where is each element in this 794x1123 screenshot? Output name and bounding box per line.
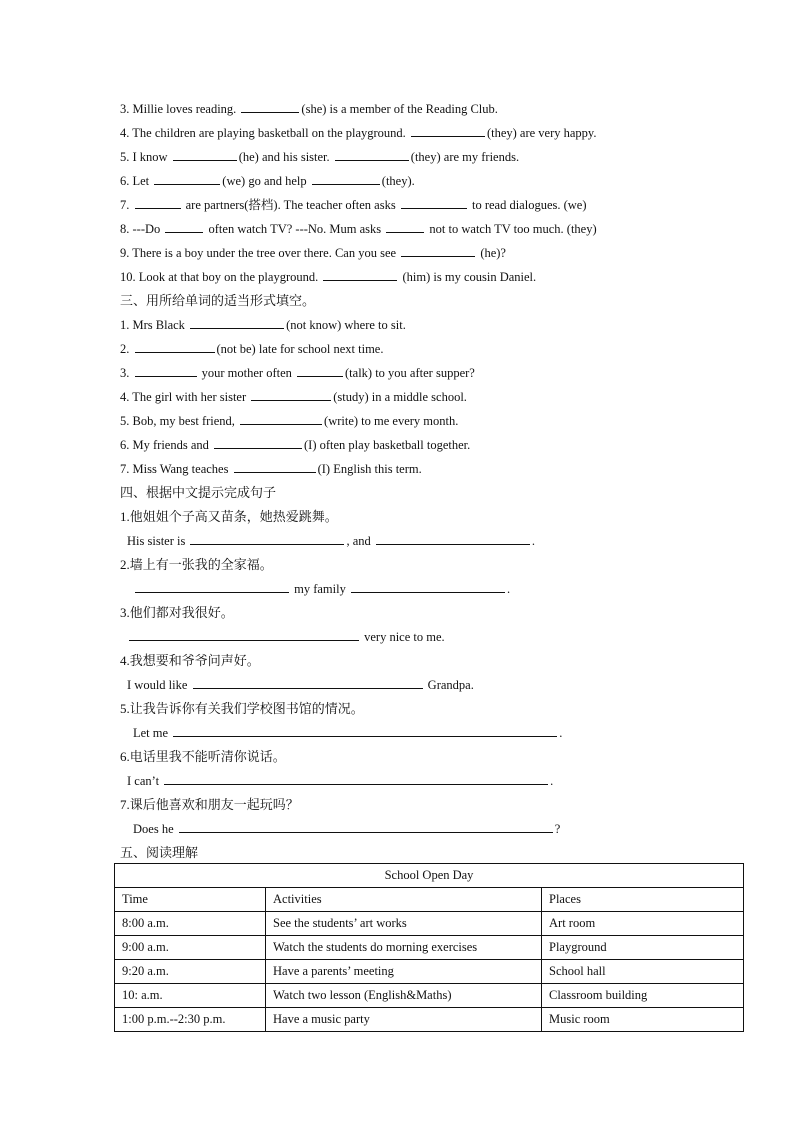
cell-activity: Have a parents’ meeting [266, 960, 542, 984]
translation-answer-3: very nice to me. [127, 629, 445, 645]
table-row [115, 1008, 744, 1032]
header-time: Time [115, 888, 266, 912]
answer-blank[interactable] [401, 197, 467, 209]
pronoun-item-8: 8. ---Do often watch TV? ---No. Mum asks not to watch TV too much. (they) [120, 222, 597, 236]
pronoun-item-9: 9. There is a boy under the tree over there. Can you see (he)? [120, 246, 506, 260]
answer-blank[interactable] [135, 581, 289, 593]
translation-answer-1: His sister is , and . [127, 534, 536, 548]
answer-blank[interactable] [323, 269, 397, 281]
section-4-heading: 四、根据中文提示完成句子 [120, 485, 277, 500]
translation-prompt-1: 1.他姐姐个子高又苗条，她热爱跳舞。 [120, 509, 338, 524]
school-open-day-table [114, 863, 744, 1032]
answer-blank[interactable] [411, 125, 485, 137]
answer-blank[interactable] [179, 821, 553, 833]
answer-blank[interactable] [312, 173, 380, 185]
cell-activity: Watch two lesson (English&Maths) [266, 984, 542, 1008]
section-5-heading: 五、阅读理解 [120, 845, 199, 860]
pronoun-item-5: 5. I know (he) and his sister. (they) are my friends. [120, 150, 520, 164]
section-3-heading: 三、用所给单词的适当形式填空。 [120, 293, 316, 308]
answer-blank[interactable] [376, 533, 530, 545]
table-title-row [115, 864, 744, 888]
verb-form-item-6: 6. My friends and (I) often play basketball together. [120, 438, 471, 452]
cell-time: 9:00 a.m. [115, 936, 266, 960]
pronoun-item-4: 4. The children are playing basketball on the playground. (they) are very happy. [120, 126, 597, 140]
pronoun-item-6: 6. Let (we) go and help (they). [120, 174, 415, 188]
pronoun-item-7: 7. are partners(搭档). The teacher often asks to read dialogues. (we) [120, 198, 587, 212]
answer-blank[interactable] [164, 773, 548, 785]
translation-prompt-2: 2.墙上有一张我的全家福。 [120, 557, 273, 572]
answer-blank[interactable] [129, 629, 359, 641]
table-row [115, 984, 744, 1008]
table-header-row [115, 888, 744, 912]
cell-place: Playground [542, 936, 744, 960]
cell-activity: Watch the students do morning exercises [266, 936, 542, 960]
cell-place: Music room [542, 1008, 744, 1032]
answer-blank[interactable] [173, 149, 237, 161]
answer-blank[interactable] [335, 149, 409, 161]
answer-blank[interactable] [173, 725, 557, 737]
cell-time: 8:00 a.m. [115, 912, 266, 936]
answer-blank[interactable] [193, 677, 423, 689]
answer-blank[interactable] [240, 413, 322, 425]
answer-blank[interactable] [241, 101, 299, 113]
answer-blank[interactable] [135, 197, 181, 209]
answer-blank[interactable] [297, 365, 343, 377]
header-places: Places [542, 888, 744, 912]
cell-time: 9:20 a.m. [115, 960, 266, 984]
answer-blank[interactable] [351, 581, 505, 593]
verb-form-item-5: 5. Bob, my best friend, (write) to me every month. [120, 414, 459, 428]
pronoun-item-10: 10. Look at that boy on the playground. (him) is my cousin Daniel. [120, 270, 537, 284]
cell-activity: See the students’ art works [266, 912, 542, 936]
translation-prompt-5: 5.让我告诉你有关我们学校图书馆的情况。 [120, 701, 364, 716]
translation-prompt-7: 7.课后他喜欢和朋友一起玩吗？ [120, 797, 299, 812]
translation-answer-5: Let me . [133, 726, 563, 740]
cell-activity: Have a music party [266, 1008, 542, 1032]
table-row [115, 960, 744, 984]
cell-time: 1:00 p.m.--2:30 p.m. [115, 1008, 266, 1032]
cell-time: 10: a.m. [115, 984, 266, 1008]
table-row [115, 912, 744, 936]
answer-blank[interactable] [154, 173, 220, 185]
answer-blank[interactable] [190, 533, 344, 545]
table-row [115, 936, 744, 960]
verb-form-item-4: 4. The girl with her sister (study) in a middle school. [120, 390, 467, 404]
cell-place: School hall [542, 960, 744, 984]
cell-place: Classroom building [542, 984, 744, 1008]
verb-form-item-3: 3. your mother often (talk) to you after supper? [120, 366, 475, 380]
header-activities: Activities [266, 888, 542, 912]
translation-answer-6: I can’t . [127, 774, 554, 788]
table-title: School Open Day [115, 864, 744, 888]
answer-blank[interactable] [401, 245, 475, 257]
pronoun-item-3: 3. Millie loves reading. (she) is a member of the Reading Club. [120, 102, 498, 116]
answer-blank[interactable] [135, 341, 215, 353]
cell-place: Art room [542, 912, 744, 936]
answer-blank[interactable] [251, 389, 331, 401]
answer-blank[interactable] [214, 437, 302, 449]
translation-prompt-6: 6.电话里我不能听清你说话。 [120, 749, 286, 764]
translation-prompt-4: 4.我想要和爷爷问声好。 [120, 653, 260, 668]
verb-form-item-2: 2. (not be) late for school next time. [120, 342, 384, 356]
answer-blank[interactable] [135, 365, 197, 377]
answer-blank[interactable] [165, 221, 203, 233]
answer-blank[interactable] [190, 317, 284, 329]
translation-answer-4: I would like Grandpa. [127, 678, 474, 692]
translation-prompt-3: 3.他们都对我很好。 [120, 605, 234, 620]
translation-answer-7: Does he ? [133, 822, 561, 836]
answer-blank[interactable] [386, 221, 424, 233]
verb-form-item-7: 7. Miss Wang teaches (I) English this term. [120, 462, 422, 476]
verb-form-item-1: 1. Mrs Black (not know) where to sit. [120, 318, 406, 332]
translation-answer-2: my family . [133, 581, 510, 597]
answer-blank[interactable] [234, 461, 316, 473]
